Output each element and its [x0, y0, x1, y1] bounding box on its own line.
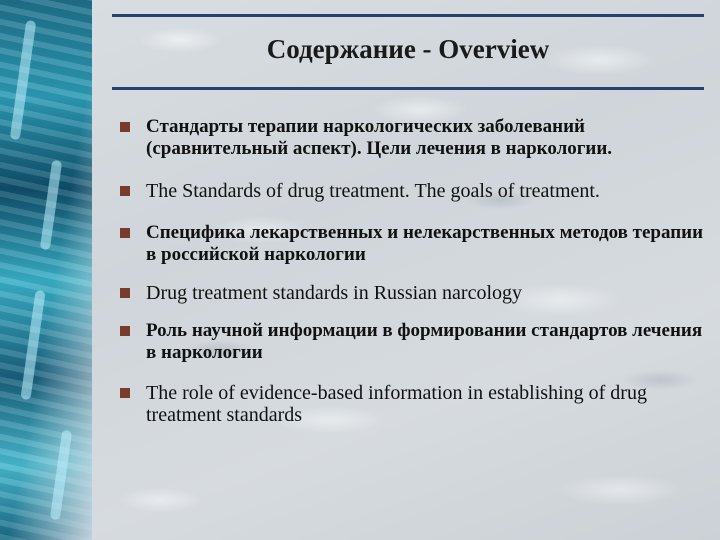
bullet-item — [120, 282, 710, 304]
title-bottom-rule — [112, 87, 704, 90]
bullet-item — [120, 116, 710, 160]
bullet-text: Стандарты терапии наркологических заболеваний (сравнительный аспект). Цели лечения в наркологии. — [146, 116, 613, 159]
square-bullet-icon — [120, 326, 130, 336]
bullet-list — [120, 116, 710, 426]
square-bullet-icon — [120, 228, 130, 238]
title-top-rule — [112, 14, 704, 17]
square-bullet-icon — [120, 388, 130, 398]
decorative-side-strip — [0, 0, 92, 540]
bullet-text: The Standards of drug treatment. The goals of treatment. — [146, 180, 600, 202]
bullet-text: The role of evidence-based information in establishing of drug treatment standards — [146, 382, 647, 426]
square-bullet-icon — [120, 186, 130, 196]
bullet-item — [120, 382, 710, 426]
bullet-text: Роль научной информации в формировании стандартов лечения в наркологии — [146, 320, 703, 363]
bullet-item — [120, 222, 710, 266]
bullet-text: Специфика лекарственных и нелекарственных методов терапии в российской наркологии — [146, 222, 704, 265]
slide-title: Содержание - Overview — [266, 34, 550, 64]
square-bullet-icon — [120, 288, 130, 298]
bullet-text: Drug treatment standards in Russian narcology — [146, 282, 523, 304]
bullet-item — [120, 180, 710, 202]
bullet-item — [120, 320, 710, 364]
square-bullet-icon — [120, 122, 130, 132]
